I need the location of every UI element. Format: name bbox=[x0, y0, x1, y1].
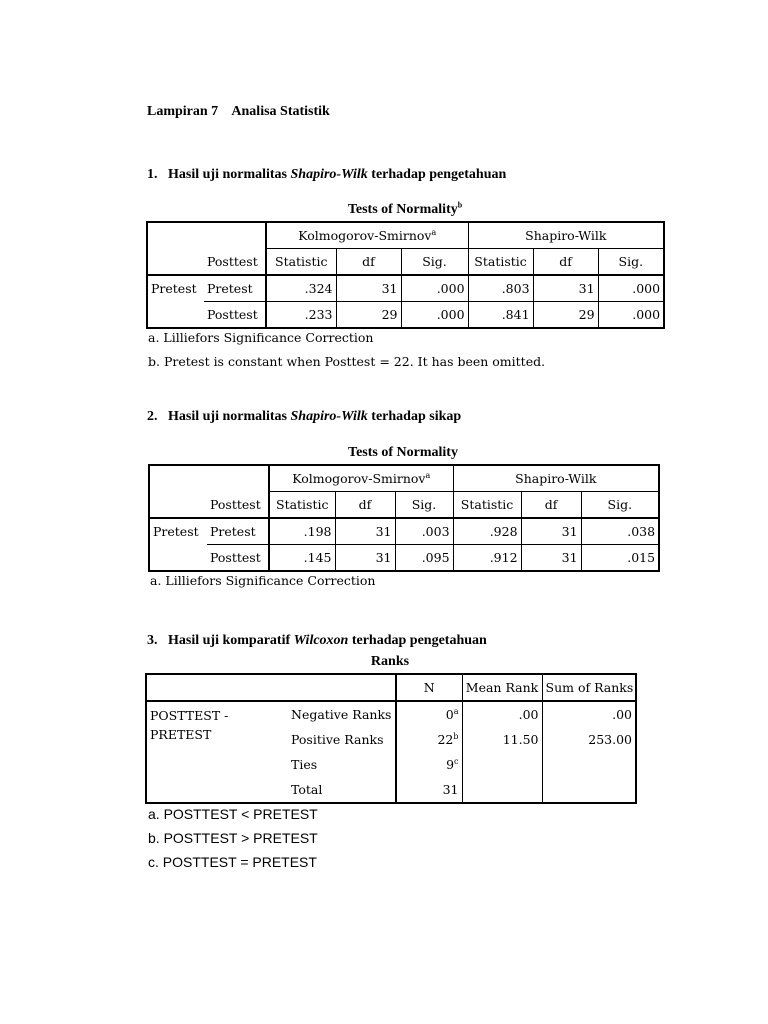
cell: .928 bbox=[453, 518, 521, 545]
cell: .003 bbox=[395, 518, 453, 545]
footnote: b. POSTTEST > PRETEST bbox=[148, 830, 318, 846]
page-title: Lampiran 7 Analisa Statistik bbox=[147, 104, 330, 119]
section3-italic: Wilcoxon bbox=[293, 633, 349, 648]
cell: .000 bbox=[598, 302, 664, 329]
row-label: Posttest bbox=[207, 545, 269, 572]
section1-italic: Shapiro-Wilk bbox=[290, 167, 368, 182]
footnote: a. POSTTEST < PRETEST bbox=[148, 806, 318, 822]
row-label: Posttest bbox=[204, 302, 266, 329]
table-row bbox=[149, 518, 659, 545]
col-header: Mean Rank bbox=[462, 674, 542, 701]
group-line: PRETEST bbox=[150, 727, 212, 742]
corner-cell bbox=[146, 674, 288, 701]
row-label: Total bbox=[288, 777, 396, 803]
section2-number: 2. bbox=[147, 409, 158, 424]
cell: .841 bbox=[468, 302, 533, 329]
normality-table-1 bbox=[146, 221, 665, 329]
section3-suffix: terhadap pengetahuan bbox=[348, 633, 487, 648]
normality-table-2 bbox=[148, 464, 660, 572]
section1-heading bbox=[147, 167, 506, 183]
row-group-label: Pretest bbox=[153, 524, 199, 540]
cell: .00 bbox=[462, 701, 542, 727]
cell: .095 bbox=[395, 545, 453, 572]
cell: 31 bbox=[335, 545, 395, 572]
cell: .000 bbox=[401, 275, 468, 302]
corner-cell bbox=[147, 222, 204, 249]
section2-heading bbox=[147, 409, 461, 425]
col-header: Statistic bbox=[266, 249, 336, 276]
row-label: Pretest bbox=[207, 518, 269, 545]
corner-cell bbox=[149, 492, 207, 519]
cell-n: 0$^a$ bbox=[396, 701, 462, 727]
cell: .233 bbox=[266, 302, 336, 329]
corner-cell bbox=[204, 222, 266, 249]
section2-table-title: Tests of Normality bbox=[348, 445, 458, 460]
corner-cell bbox=[147, 249, 204, 276]
cell: 253.00 bbox=[588, 732, 632, 747]
col-header: df bbox=[335, 492, 395, 519]
section2-prefix: Hasil uji normalitas bbox=[168, 409, 291, 424]
footnote: c. POSTTEST = PRETEST bbox=[148, 854, 317, 870]
section2-italic: Shapiro-Wilk bbox=[290, 409, 368, 424]
cell: 29 bbox=[336, 302, 401, 329]
cell: 31 bbox=[533, 275, 598, 302]
col-header: df bbox=[533, 249, 598, 276]
group2-header: Shapiro-Wilk bbox=[453, 465, 659, 492]
corner-cell bbox=[149, 465, 207, 492]
section1-suffix: terhadap pengetahuan bbox=[367, 167, 507, 182]
row-group-label bbox=[147, 302, 204, 329]
cell: .145 bbox=[269, 545, 335, 572]
ranks-table bbox=[145, 673, 637, 804]
section1-table-title-sup: b bbox=[457, 200, 463, 210]
cell: .015 bbox=[581, 545, 659, 572]
row-header: Posttest bbox=[207, 492, 269, 519]
corner-cell bbox=[288, 674, 396, 701]
cell: .803 bbox=[468, 275, 533, 302]
cell: 31 bbox=[521, 545, 581, 572]
group-line: POSTTEST - bbox=[150, 708, 229, 723]
section2-suffix: terhadap sikap bbox=[367, 409, 462, 424]
table-row bbox=[147, 275, 664, 302]
section3-prefix: Hasil uji komparatif bbox=[168, 633, 294, 648]
row-group-label: Pretest bbox=[151, 281, 197, 297]
section3-table-title: Ranks bbox=[370, 654, 410, 669]
group2-header: Shapiro-Wilk bbox=[468, 222, 664, 249]
footnote: a. Lilliefors Significance Correction bbox=[150, 573, 376, 588]
corner-cell bbox=[207, 465, 269, 492]
col-header: Statistic bbox=[468, 249, 533, 276]
cell bbox=[462, 752, 542, 777]
cell: .000 bbox=[401, 302, 468, 329]
col-header: Sig. bbox=[581, 492, 659, 519]
section1-table-title bbox=[147, 202, 663, 218]
cell: .912 bbox=[453, 545, 521, 572]
section1-number: 1. bbox=[147, 167, 158, 182]
cell-n: 22$^b$ bbox=[396, 727, 462, 752]
cell bbox=[462, 777, 542, 803]
col-header: df bbox=[521, 492, 581, 519]
row-label: Positive Ranks bbox=[288, 727, 396, 752]
table-row bbox=[146, 701, 636, 727]
table-row bbox=[149, 545, 659, 572]
cell-n: 31 bbox=[396, 777, 462, 803]
group1-header: Kolmogorov-Smirnov$^a$ bbox=[269, 465, 453, 492]
cell: 31 bbox=[521, 518, 581, 545]
section1-prefix: Hasil uji normalitas bbox=[168, 167, 291, 182]
row-header: Posttest bbox=[204, 249, 266, 276]
col-header: Sum of Ranks bbox=[542, 674, 636, 701]
cell: 31 bbox=[335, 518, 395, 545]
section3-number: 3. bbox=[147, 633, 158, 648]
cell bbox=[542, 752, 636, 777]
cell: 31 bbox=[336, 275, 401, 302]
section1-table-title-text: Tests of Normality bbox=[347, 202, 458, 217]
row-group-label bbox=[146, 701, 288, 803]
col-header: Sig. bbox=[401, 249, 468, 276]
cell: .198 bbox=[269, 518, 335, 545]
table-row bbox=[147, 302, 664, 329]
group1-header: Kolmogorov-Smirnov$^a$ bbox=[266, 222, 468, 249]
cell: .038 bbox=[627, 524, 656, 539]
row-label: Pretest bbox=[204, 275, 266, 302]
footnote: a. Lilliefors Significance Correction bbox=[148, 330, 374, 345]
row-group-label bbox=[149, 545, 207, 572]
col-header: Sig. bbox=[598, 249, 664, 276]
col-header: N bbox=[396, 674, 462, 701]
col-header: Sig. bbox=[395, 492, 453, 519]
col-header: Statistic bbox=[269, 492, 335, 519]
row-label: Ties bbox=[288, 752, 396, 777]
col-header: Statistic bbox=[453, 492, 521, 519]
cell: 11.50 bbox=[462, 727, 542, 752]
cell: .00 bbox=[612, 707, 632, 722]
section3-heading bbox=[147, 633, 487, 649]
cell: .324 bbox=[266, 275, 336, 302]
col-header: df bbox=[336, 249, 401, 276]
footnote: b. Pretest is constant when Posttest = 22. It has been omitted. bbox=[148, 354, 546, 369]
cell-n: 9$^c$ bbox=[396, 752, 462, 777]
cell: .000 bbox=[632, 281, 661, 296]
cell bbox=[542, 777, 636, 803]
cell: 29 bbox=[533, 302, 598, 329]
row-label: Negative Ranks bbox=[288, 701, 396, 727]
